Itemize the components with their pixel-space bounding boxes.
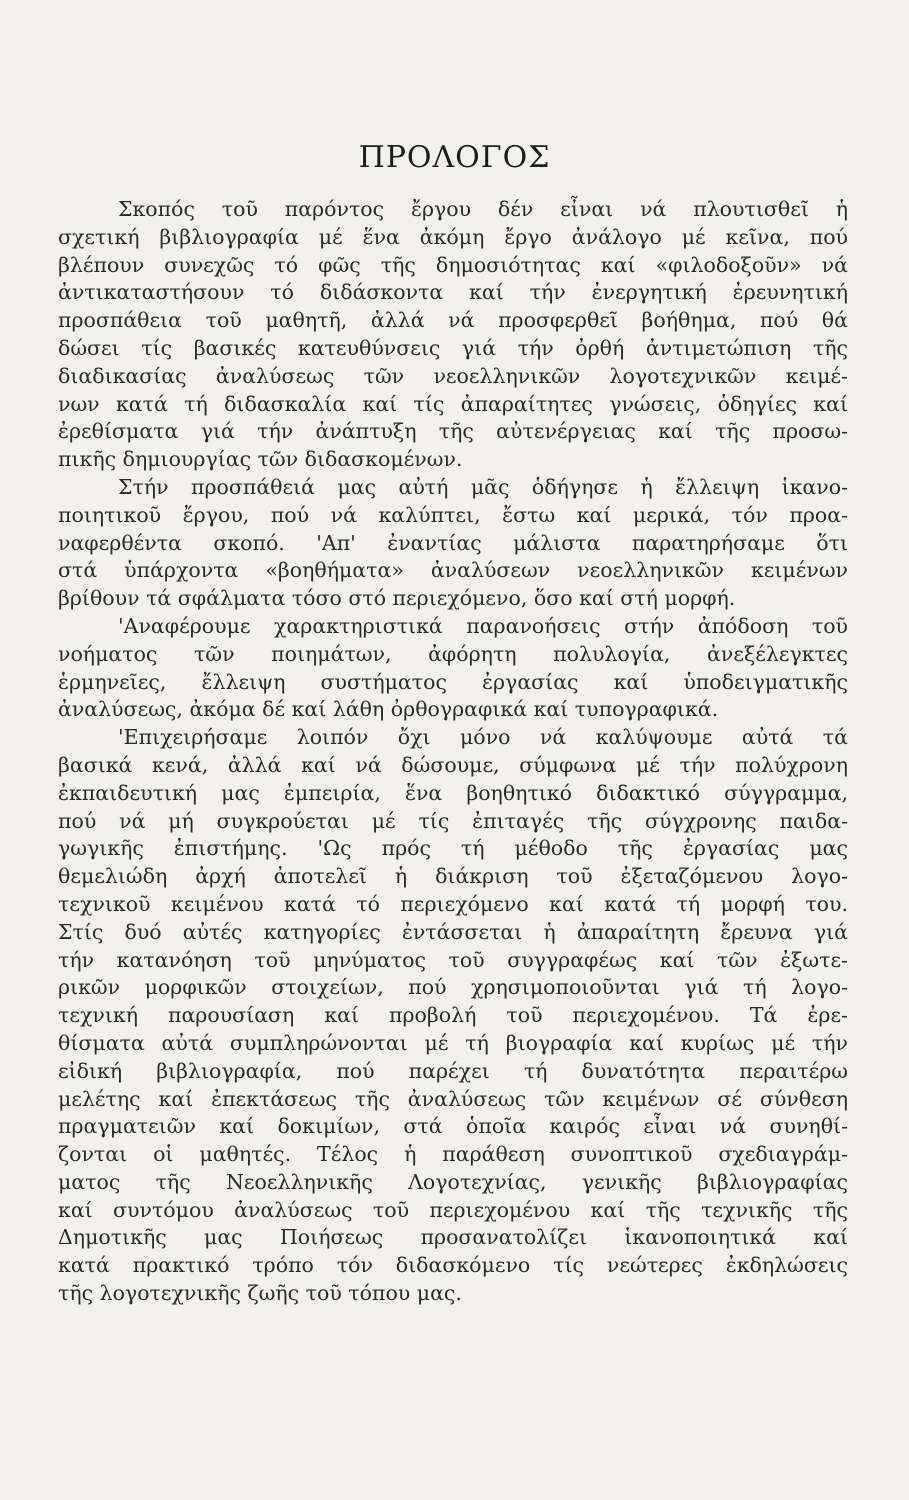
page-title: ΠΡΟΛΟΓΟΣ xyxy=(358,140,551,175)
text-line: βρίθουν τά σφάλματα τόσο στό περιεχόμενο, ὅσο καί στή μορφή. xyxy=(58,586,736,611)
text-line: βλέπουν συνεχῶς τό φῶς τῆς δημοσιότητας καί «φιλοδοξοῦν» νά xyxy=(58,252,848,277)
text-line: πικῆς δημιουργίας τῶν διδασκομένων. xyxy=(58,447,463,472)
text-line: Δημοτικῆς μας Ποιήσεως προσανατολίζει ἱκανοποιητικά καί xyxy=(58,1225,848,1250)
text-line: ματος τῆς Νεοελληνικῆς Λογοτεχνίας, γενικῆς βιβλιογραφίας xyxy=(58,1169,848,1194)
text-line: ἀναλύσεως, ἀκόμα δέ καί λάθη ὀρθογραφικά καί τυπογραφικά. xyxy=(58,697,719,722)
text-line: πραγματειῶν καί δοκιμίων, στά ὁποῖα καιρός εἶναι νά συνηθί- xyxy=(58,1114,848,1139)
text-line: καί συντόμου ἀναλύσεως τοῦ περιεχομένου καί τῆς τεχνικῆς τῆς xyxy=(58,1197,848,1222)
text-line: Σκοπός τοῦ παρόντος ἔργου δέν εἶναι νά πλουτισθεῖ ἡ xyxy=(118,197,848,221)
text-line: εἰδική βιβλιογραφία, πού παρέχει τή δυνατότητα περαιτέρω xyxy=(58,1058,848,1083)
text-line: ἐκπαιδευτική μας ἐμπειρία, ἕνα βοηθητικό διδακτικό σύγγραμμα, xyxy=(58,780,848,805)
text-line: ἀντικαταστήσουν τό διδάσκοντα καί τήν ἐνεργητική ἐρευνητική xyxy=(58,280,848,305)
text-line: ζονται οἱ μαθητές. Τέλος ἡ παράθεση συνοπτικοῦ σχεδιαγράμ- xyxy=(58,1142,848,1167)
text-line: δώσει τίς βασικές κατευθύνσεις γιά τήν ὀρθή ἀντιμετώπιση τῆς xyxy=(58,335,848,360)
text-line: 'Αναφέρουμε χαρακτηριστικά παρανοήσεις στήν ἀπόδοση τοῦ xyxy=(118,613,848,638)
text-line: ἐρεθίσματα γιά τήν ἀνάπτυξη τῆς αὐτενέργειας καί τῆς προσω- xyxy=(58,419,848,444)
text-line: θεμελιώδη ἀρχή ἀποτελεῖ ἡ διάκριση τοῦ ἐξεταζόμενου λογο- xyxy=(58,864,848,889)
text-line: θίσματα αὐτά συμπληρώνονται μέ τή βιογραφία καί κυρίως μέ τήν xyxy=(58,1030,848,1055)
text-line: στά ὑπάρχοντα «βοηθήματα» ἀναλύσεων νεοελληνικῶν κειμένων xyxy=(58,558,848,583)
text-line: τεχνικοῦ κειμένου κατά τό περιεχόμενο καί κατά τή μορφή του. xyxy=(58,891,848,916)
text-line: σχετική βιβλιογραφία μέ ἕνα ἀκόμη ἔργο ἀνάλογο μέ κεῖνα, πού xyxy=(58,224,848,249)
text-line: ρικῶν μορφικῶν στοιχείων, πού χρησιμοποιοῦνται γιά τή λογο- xyxy=(58,975,848,1000)
text-line: νων κατά τή διδασκαλία καί τίς ἀπαραίτητες γνώσεις, ὁδηγίες καί xyxy=(58,391,848,416)
text-line: Στίς δυό αὐτές κατηγορίες ἐντάσσεται ἡ ἀπαραίτητη ἔρευνα γιά xyxy=(58,919,848,944)
text-line: Στήν προσπάθειά μας αὐτή μᾶς ὁδήγησε ἡ ἔλλειψη ἱκανο- xyxy=(118,474,848,499)
text-line: τεχνική παρουσίαση καί προβολή τοῦ περιεχομένου. Τά ἐρε- xyxy=(58,1003,848,1028)
text-line: προσπάθεια τοῦ μαθητῆ, ἀλλά νά προσφερθεῖ βοήθημα, πού θά xyxy=(58,308,848,333)
text-line: τῆς λογοτεχνικῆς ζωῆς τοῦ τόπου μας. xyxy=(58,1281,462,1306)
text-line: μελέτης καί ἐπεκτάσεως τῆς ἀναλύσεως τῶν κειμένων σέ σύνθεση xyxy=(58,1086,848,1111)
text-line: κατά πρακτικό τρόπο τόν διδασκόμενο τίς νεώτερες ἐκδηλώσεις xyxy=(58,1253,848,1278)
text-line: νοήματος τῶν ποιημάτων, ἀφόρητη πολυλογία, ἀνεξέλεγκτες xyxy=(58,641,848,666)
text-line: τήν κατανόηση τοῦ μηνύματος τοῦ συγγραφέως καί τῶν ἐξωτε- xyxy=(58,947,848,972)
text-line: πού νά μή συγκρούεται μέ τίς ἐπιταγές τῆς σύγχρονης παιδα- xyxy=(58,808,848,833)
prologue-text xyxy=(58,196,848,1308)
text-line: βασικά κενά, ἀλλά καί νά δώσουμε, σύμφωνα μέ τήν πολύχρονη xyxy=(58,752,848,777)
text-line: 'Επιχειρήσαμε λοιπόν ὄχι μόνο νά καλύψουμε αὐτά τά xyxy=(118,725,848,750)
text-line: ποιητικοῦ ἔργου, πού νά καλύπτει, ἔστω καί μερικά, τόν προα- xyxy=(58,502,848,527)
text-line: ναφερθέντα σκοπό. 'Απ' ἐναντίας μάλιστα παρατηρήσαμε ὅτι xyxy=(58,530,848,555)
text-line: ἑρμηνεῖες, ἔλλειψη συστήματος ἐργασίας καί ὑποδειγματικῆς xyxy=(58,669,848,694)
text-line: διαδικασίας ἀναλύσεως τῶν νεοελληνικῶν λογοτεχνικῶν κειμέ- xyxy=(58,363,848,388)
text-line: γωγικῆς ἐπιστήμης. 'Ως πρός τή μέθοδο τῆς ἐργασίας μας xyxy=(58,836,848,861)
